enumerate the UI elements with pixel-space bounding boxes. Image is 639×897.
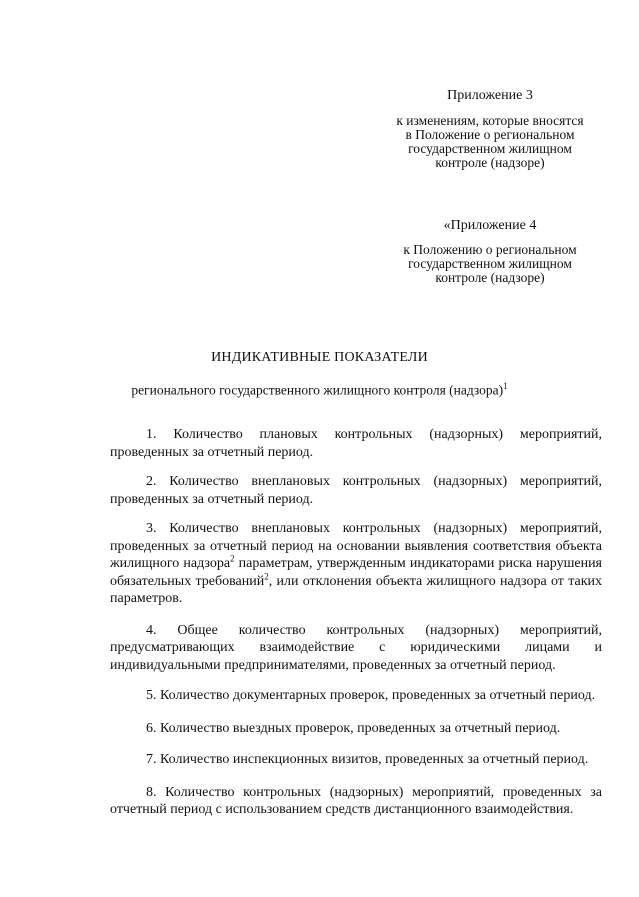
appendix-4-line: контроле (надзоре) [435, 270, 545, 285]
indicator-list [110, 426, 602, 819]
appendix-3-line: к изменениям, которые вносятся [396, 113, 584, 128]
indicator-item: 5. Количество документарных проверок, проведенных за отчетный период. [146, 688, 596, 703]
appendix-4-label-text: «Приложение 4 [443, 218, 537, 233]
footnote-marker: 2 [264, 570, 269, 581]
footnote-marker: 2 [230, 553, 235, 564]
appendix-4-description [382, 243, 598, 285]
indicator-item: 6. Количество выездных проверок, проведенных за отчетный период. [146, 720, 561, 736]
indicator-item: 1. Количество плановых контрольных (надзорных) мероприятий, проведенных за отчетный период. [110, 427, 602, 460]
indicator-item: 8. Количество контрольных (надзорных) мероприятий, проведенных за отчетный период с использованием средств дистанционного взаимодействия. [110, 784, 602, 817]
appendix-3-label [390, 88, 590, 104]
footnote-marker: 1 [503, 381, 508, 391]
indicator-item: 4. Общее количество контрольных (надзорных) мероприятий, предусматривающих взаимодействие с юридическими лицами и индивидуальными предпринимателями, проведенных за отчетный период. [110, 622, 602, 673]
appendix-4-line: к Положению о региональном [403, 242, 577, 257]
appendix-3-description [382, 114, 598, 170]
indicator-item: 7. Количество инспекционных визитов, проведенных за отчетный период. [146, 752, 589, 767]
subtitle-text: регионального государственного жилищного контроля (надзора) [131, 382, 504, 398]
appendix-3-line: государственном жилищном [408, 141, 572, 156]
indicator-item: 3. Количество внеплановых контрольных (надзорных) мероприятий, проведенных за отчетный период на основании выявления соответствия объекта жилищного надзора$^2$ параметрам, утвержденным индикаторами риска нарушения обязательных требований$^2$, или отклонения объекта жилищного надзора от таких параметров. [110, 521, 602, 606]
document-subtitle [0, 381, 639, 399]
appendix-3-label-text: Приложение 3 [447, 88, 533, 103]
appendix-4-label [390, 218, 590, 234]
document-title: ИНДИКАТИВНЫЕ ПОКАЗАТЕЛИ [211, 350, 428, 365]
appendix-3-line: контроле (надзоре) [435, 155, 545, 170]
indicator-item: 2. Количество внеплановых контрольных (надзорных) мероприятий, проведенных за отчетный период. [110, 474, 602, 507]
appendix-4-line: государственном жилищном [408, 256, 572, 271]
appendix-3-line: в Положение о региональном [405, 127, 575, 142]
